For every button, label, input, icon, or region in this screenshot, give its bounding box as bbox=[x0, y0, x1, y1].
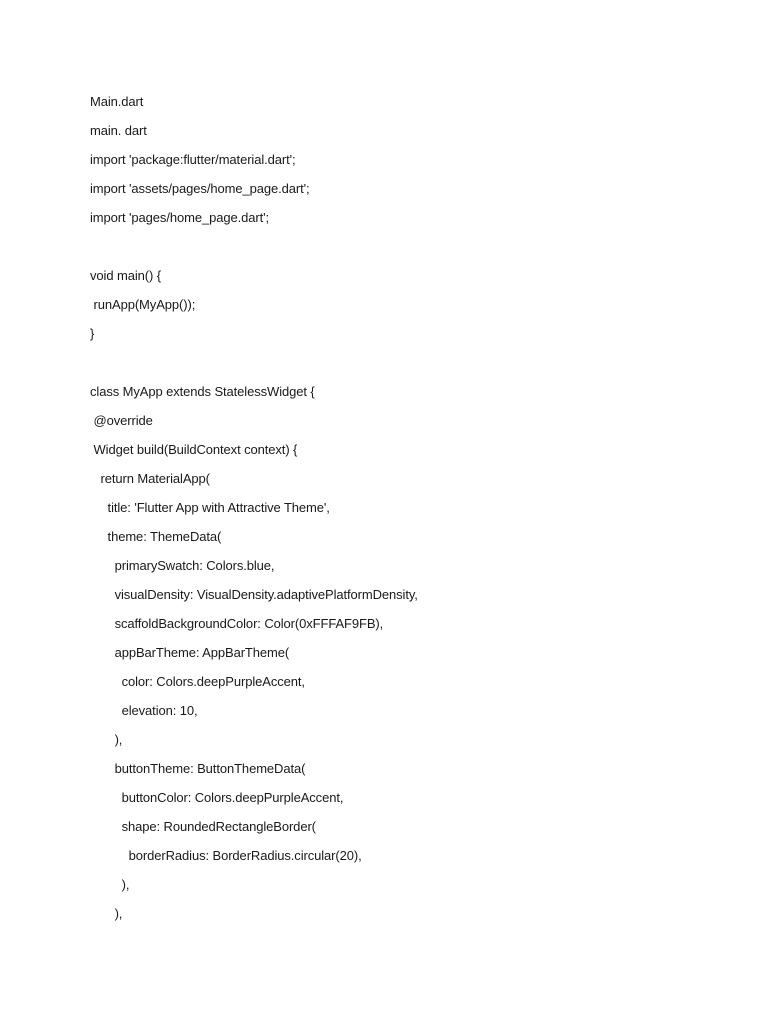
code-line: import 'assets/pages/home_page.dart'; bbox=[90, 181, 310, 196]
code-line: shape: RoundedRectangleBorder( bbox=[90, 819, 316, 834]
code-line: buttonColor: Colors.deepPurpleAccent, bbox=[90, 790, 344, 805]
code-line: return MaterialApp( bbox=[90, 471, 210, 486]
code-line: appBarTheme: AppBarTheme( bbox=[90, 645, 290, 660]
code-line: color: Colors.deepPurpleAccent, bbox=[90, 674, 305, 689]
code-line: ), bbox=[90, 877, 130, 892]
code-line: elevation: 10, bbox=[90, 703, 198, 718]
code-line: primarySwatch: Colors.blue, bbox=[90, 558, 275, 573]
code-line: class MyApp extends StatelessWidget { bbox=[90, 384, 315, 399]
code-line: theme: ThemeData( bbox=[90, 529, 222, 544]
code-line: scaffoldBackgroundColor: Color(0xFFFAF9FB), bbox=[90, 616, 384, 631]
code-line: Main.dart bbox=[90, 94, 144, 109]
code-line: import 'package:flutter/material.dart'; bbox=[90, 152, 296, 167]
code-listing bbox=[90, 92, 418, 933]
code-line: runApp(MyApp()); bbox=[90, 297, 196, 312]
code-line: borderRadius: BorderRadius.circular(20), bbox=[90, 848, 362, 863]
code-line: ), bbox=[90, 906, 123, 921]
code-line: visualDensity: VisualDensity.adaptivePlatformDensity, bbox=[90, 587, 418, 602]
code-line: main. dart bbox=[90, 123, 147, 138]
blank-line bbox=[90, 237, 418, 266]
code-line: void main() { bbox=[90, 268, 161, 283]
code-line: } bbox=[90, 326, 95, 341]
code-line: @override bbox=[90, 413, 153, 428]
blank-line bbox=[90, 353, 418, 382]
code-line: import 'pages/home_page.dart'; bbox=[90, 210, 270, 225]
code-line: buttonTheme: ButtonThemeData( bbox=[90, 761, 306, 776]
code-line: ), bbox=[90, 732, 123, 747]
code-line: title: 'Flutter App with Attractive Theme', bbox=[90, 500, 330, 515]
code-line: Widget build(BuildContext context) { bbox=[90, 442, 298, 457]
